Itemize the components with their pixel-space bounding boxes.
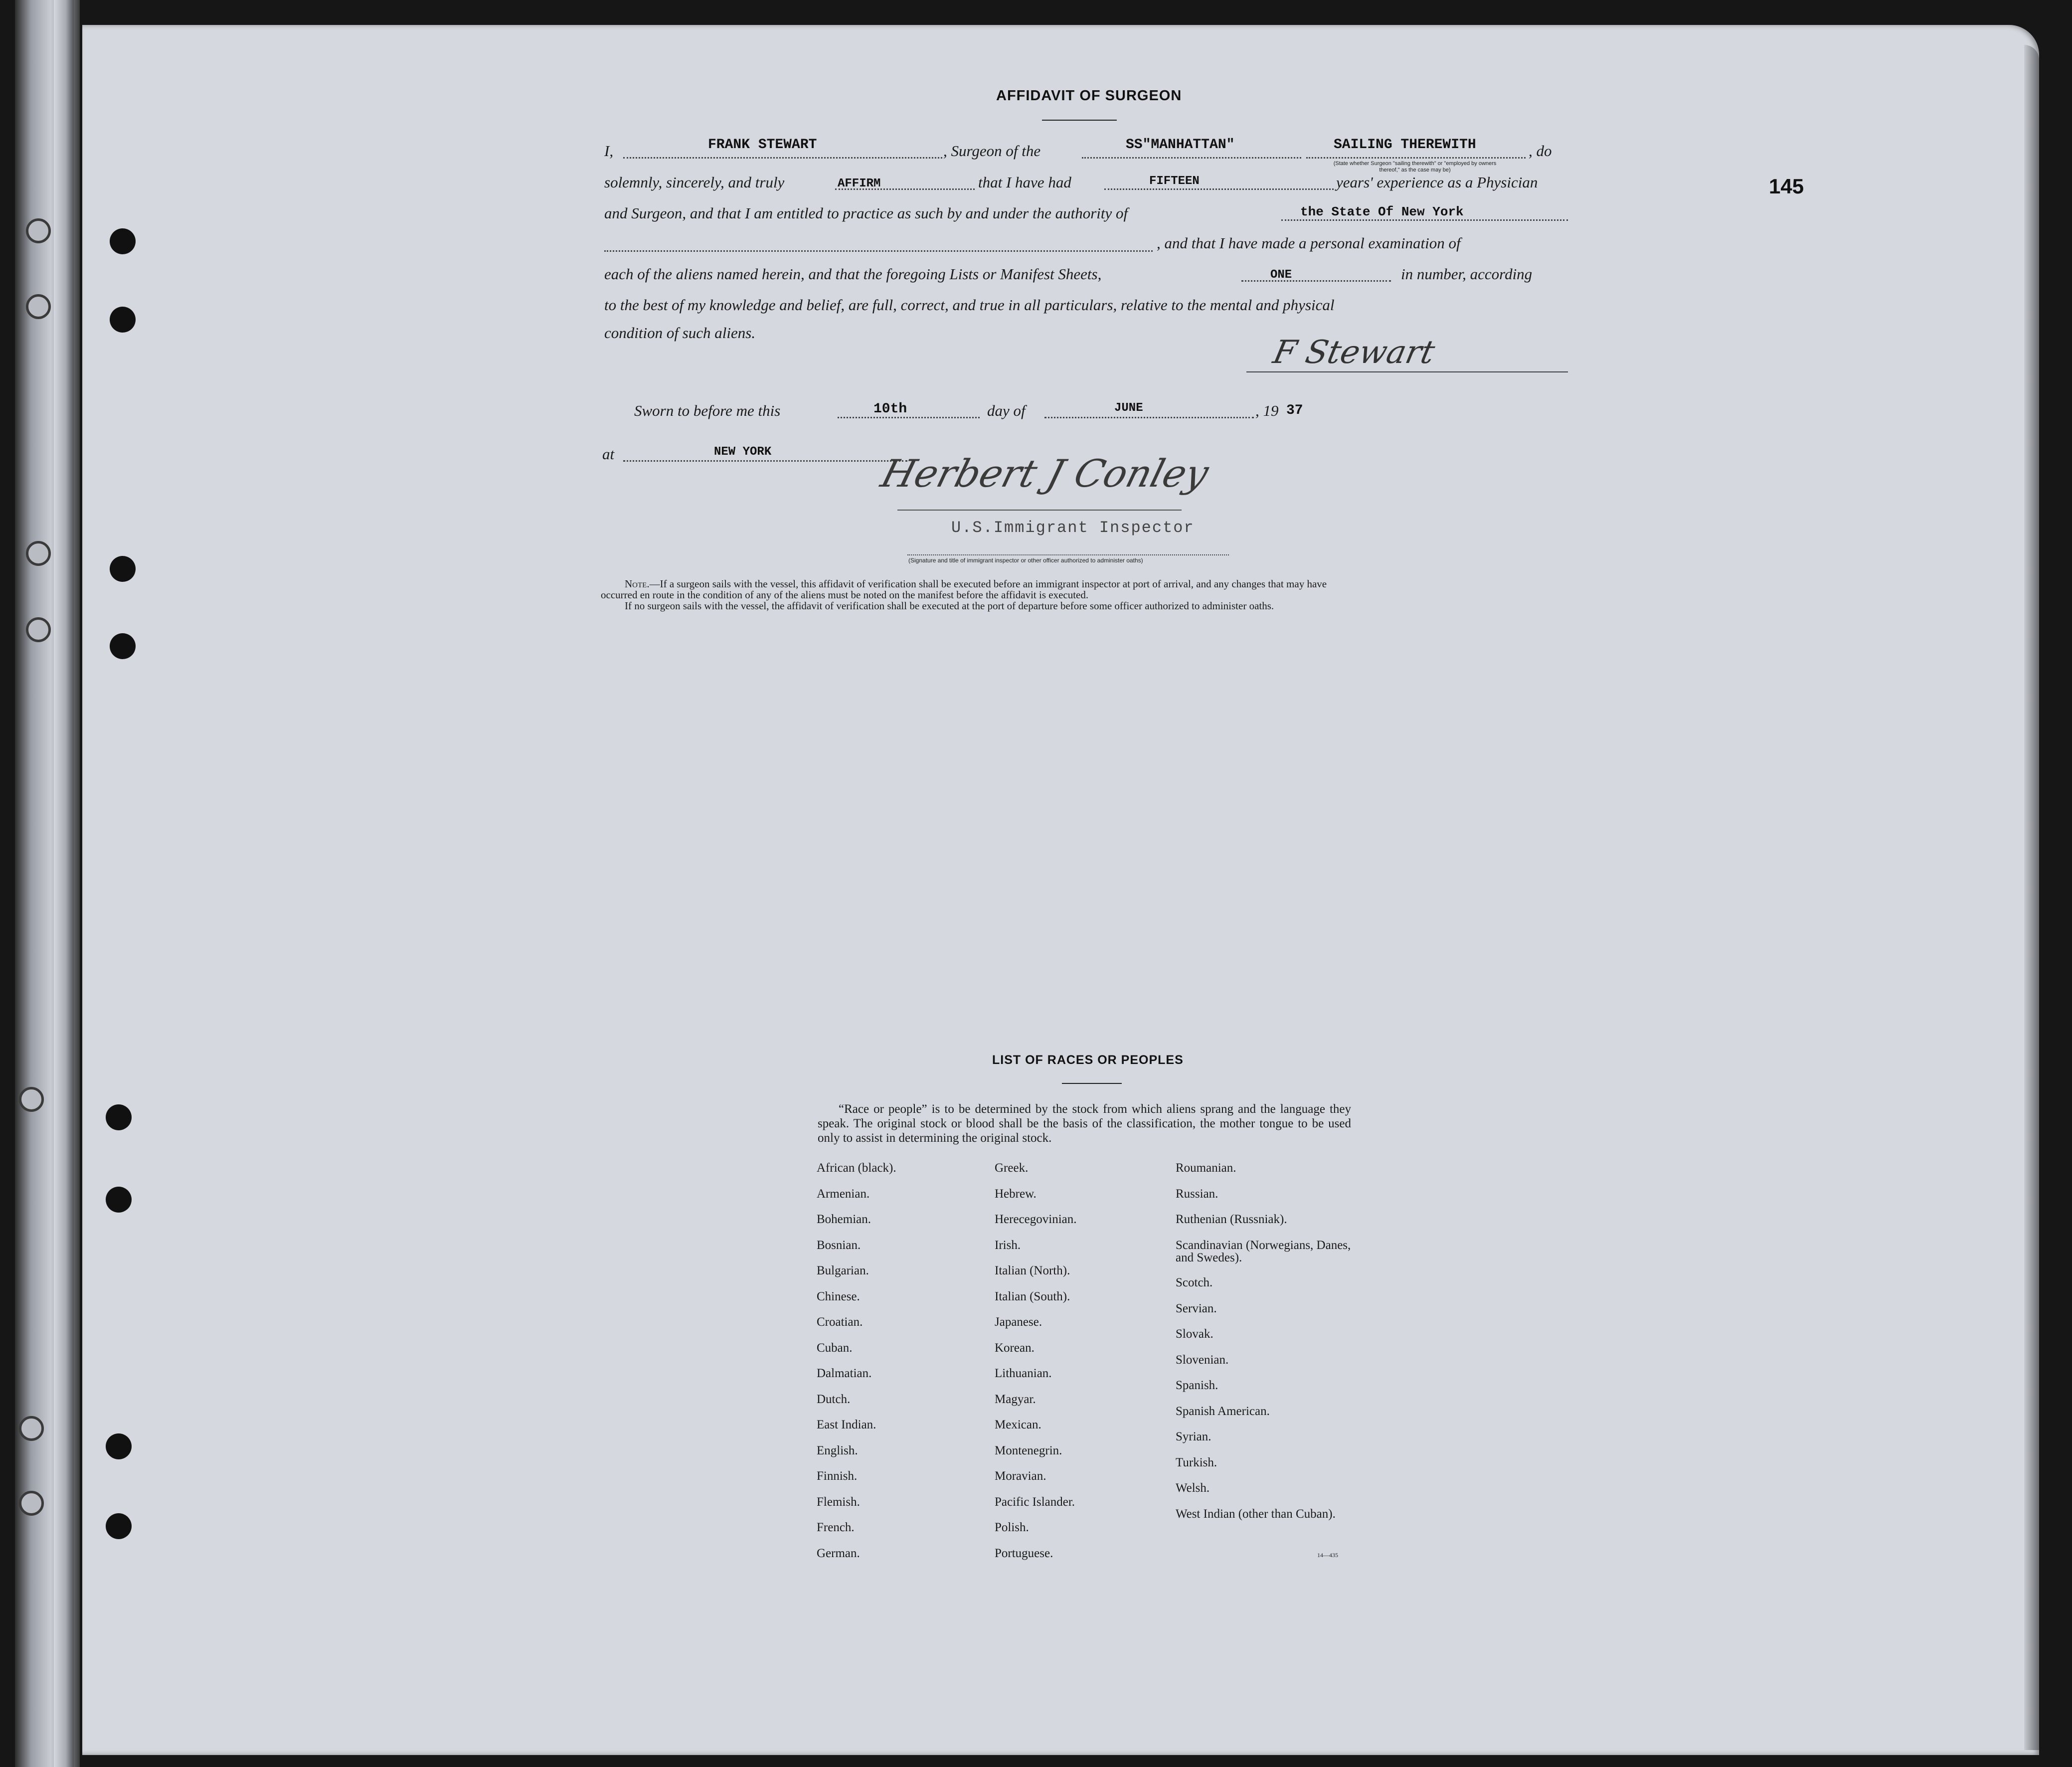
race-item: Scotch.	[1176, 1276, 1213, 1289]
vessel-name: SS"MANHATTAN"	[1126, 137, 1235, 153]
page-number: 145	[1769, 175, 1804, 198]
punch-hole	[110, 228, 136, 254]
fill-line	[623, 460, 907, 462]
punch-hole	[106, 1433, 132, 1459]
race-item: Russian.	[1176, 1187, 1218, 1201]
affidavit-text: years' experience as a Physician	[1336, 174, 1538, 191]
fill-line	[1306, 157, 1526, 159]
fill-line	[1281, 219, 1568, 221]
race-item: Montenegrin.	[995, 1444, 1062, 1457]
race-item: Syrian.	[1176, 1430, 1211, 1443]
authority: the State Of New York	[1300, 204, 1464, 219]
note-text: If no surgeon sails with the vessel, the affidavit of verification shall be executed at the port of departure before some officer authorized to administer oaths.	[625, 600, 1274, 612]
race-item: Mexican.	[995, 1418, 1041, 1431]
race-item: African (black).	[817, 1161, 896, 1175]
title-rule	[1062, 1083, 1122, 1084]
affidavit-text: I,	[604, 142, 614, 160]
sheet-count: ONE	[1270, 268, 1292, 282]
race-item: Italian (North).	[995, 1264, 1070, 1277]
fill-line	[1044, 417, 1254, 418]
race-item: Cuban.	[817, 1341, 853, 1355]
race-item: German.	[817, 1547, 860, 1560]
affidavit-text: , do	[1529, 142, 1552, 160]
race-item: Turkish.	[1176, 1456, 1217, 1469]
sworn-day: 10th	[873, 401, 907, 417]
punch-hole	[106, 1104, 132, 1130]
fill-line	[1104, 188, 1334, 190]
race-item: Spanish.	[1176, 1379, 1218, 1392]
affidavit-text: , 19	[1255, 402, 1279, 419]
affidavit-text: Sworn to before me this	[634, 402, 781, 419]
race-item: Roumanian.	[1176, 1161, 1236, 1175]
race-item: Moravian.	[995, 1469, 1046, 1483]
affidavit-text: at	[602, 445, 615, 463]
races-title: LIST OF RACES OR PEOPLES	[992, 1053, 1184, 1067]
punch-hole	[110, 633, 136, 659]
race-item: Lithuanian.	[995, 1367, 1052, 1380]
surgeon-signature: F Stewart	[1270, 334, 1438, 371]
race-item: Slovak.	[1176, 1327, 1213, 1341]
race-item: Bosnian.	[817, 1238, 861, 1252]
form-number: 14—435	[1317, 1552, 1338, 1559]
binder-hole	[26, 617, 51, 642]
sailing-status: SAILING THEREWITH	[1334, 137, 1476, 153]
binder-hole	[26, 541, 51, 566]
title-rule	[1042, 120, 1117, 121]
affidavit-text: , and that I have made a personal examination of	[1157, 234, 1461, 252]
affidavit-text: each of the aliens named herein, and that the foregoing Lists or Manifest Sheets,	[604, 265, 1102, 283]
punch-hole	[110, 556, 136, 582]
fill-line	[604, 250, 1153, 252]
affidavit-text: in number, according	[1401, 265, 1533, 283]
race-item: Dutch.	[817, 1393, 851, 1406]
race-item: English.	[817, 1444, 858, 1457]
punch-hole	[106, 1187, 132, 1213]
binder-hole	[19, 1416, 44, 1441]
race-item: East Indian.	[817, 1418, 876, 1431]
race-item: Italian (South).	[995, 1290, 1070, 1303]
affidavit-note	[601, 578, 1570, 611]
race-item: Croatian.	[817, 1315, 863, 1329]
sworn-month: JUNE	[1114, 401, 1143, 415]
binder-hole	[26, 294, 51, 319]
binder-hole	[19, 1087, 44, 1112]
race-item: Portuguese.	[995, 1547, 1053, 1560]
race-item: Pacific Islander.	[995, 1495, 1075, 1509]
fill-line	[838, 417, 980, 418]
inspector-signature: Herbert J Conley	[876, 451, 1213, 496]
race-item: Ruthenian (Russniak).	[1176, 1213, 1287, 1226]
affidavit-text: solemnly, sincerely, and truly	[604, 174, 785, 191]
affidavit-text: day of	[987, 402, 1026, 419]
years-experience: FIFTEEN	[1149, 175, 1200, 188]
fill-line	[907, 554, 1229, 555]
race-item: Slovenian.	[1176, 1353, 1229, 1367]
race-item: Japanese.	[995, 1315, 1042, 1329]
race-item: French.	[817, 1521, 855, 1534]
signature-line	[897, 510, 1182, 511]
race-item: Chinese.	[817, 1290, 860, 1303]
race-item: Herecegovinian.	[995, 1213, 1077, 1226]
race-item: Finnish.	[817, 1469, 858, 1483]
note-text: occurred en route in the condition of any of the aliens must be noted on the manifest before the affidavit is executed.	[601, 589, 1089, 601]
affidavit-text: , Surgeon of the	[943, 142, 1041, 160]
race-item: Scandinavian (Norwegians, Danes, and Swedes).	[1176, 1238, 1351, 1264]
fill-line	[623, 157, 942, 159]
affidavit-text: condition of such aliens.	[604, 324, 756, 342]
race-item: Greek.	[995, 1161, 1029, 1175]
race-item: Magyar.	[995, 1393, 1036, 1406]
races-intro: “Race or people” is to be determined by the stock from which aliens sprang and the language they speak. The original stock or blood shall be the basis of the classification, the mother tongue to be used only to assist in determining the original stock.	[818, 1102, 1351, 1145]
binder-hole	[19, 1491, 44, 1516]
affidavit-text: and Surgeon, and that I am entitled to practice as such by and under the authority of	[604, 204, 1128, 222]
race-item: Welsh.	[1176, 1481, 1210, 1495]
race-item: Armenian.	[817, 1187, 870, 1201]
affidavit-title: AFFIDAVIT OF SURGEON	[996, 88, 1182, 104]
binder-hole	[26, 218, 51, 243]
sworn-year: 37	[1286, 403, 1303, 418]
signature-line	[1246, 371, 1568, 372]
sailing-note: (State whether Surgeon "sailing therewith" or "employed by owners thereof," as the case may be)	[1333, 161, 1497, 173]
punch-hole	[106, 1513, 132, 1539]
affidavit-text: that I have had	[978, 174, 1071, 191]
inspector-stamp: U.S.Immigrant Inspector	[951, 519, 1195, 537]
race-item: Irish.	[995, 1238, 1021, 1252]
race-item: Hebrew.	[995, 1187, 1036, 1201]
binder-spine	[54, 0, 74, 1767]
race-item: West Indian (other than Cuban).	[1176, 1507, 1336, 1521]
surgeon-name: FRANK STEWART	[708, 137, 817, 153]
race-item: Korean.	[995, 1341, 1035, 1355]
affidavit-text: to the best of my knowledge and belief, are full, correct, and true in all particulars, relative to the mental and physical	[604, 296, 1335, 314]
race-item: Flemish.	[817, 1495, 860, 1509]
note-label: Note.	[625, 578, 650, 590]
affirm-word: AFFIRM	[838, 177, 881, 190]
note-text: —If a surgeon sails with the vessel, this affidavit of verification shall be executed before an immigrant inspector at port of arrival, and any changes that may have	[649, 578, 1327, 590]
page-edge	[2024, 45, 2039, 1750]
fill-line	[1241, 280, 1391, 282]
race-item: Servian.	[1176, 1302, 1217, 1315]
race-item: Polish.	[995, 1521, 1029, 1534]
signature-caption: (Signature and title of immigrant inspector or other officer authorized to administer oaths)	[908, 557, 1143, 564]
race-item: Bulgarian.	[817, 1264, 869, 1277]
race-item: Spanish American.	[1176, 1405, 1270, 1418]
race-item: Bohemian.	[817, 1213, 871, 1226]
sworn-place: NEW YORK	[714, 445, 772, 459]
punch-hole	[110, 307, 136, 333]
fill-line	[1082, 157, 1301, 159]
race-item: Dalmatian.	[817, 1367, 872, 1380]
